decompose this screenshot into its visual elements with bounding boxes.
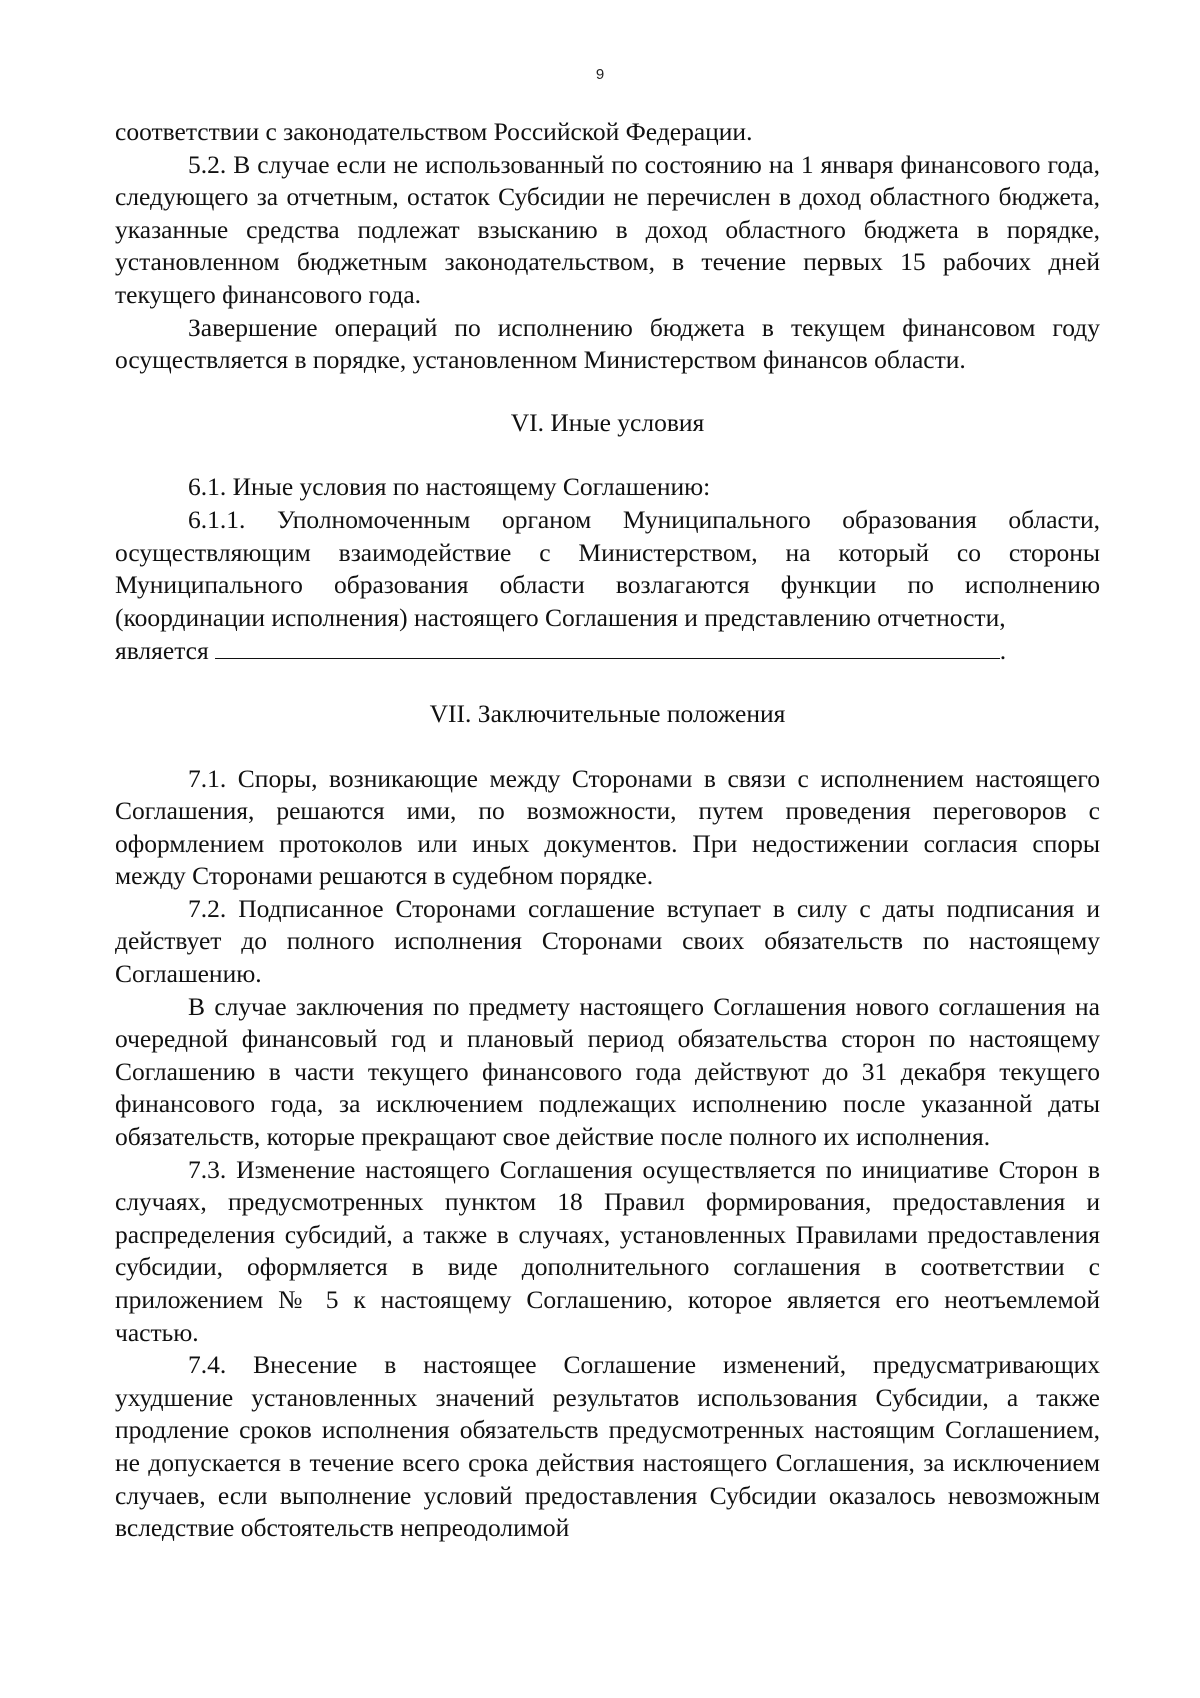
paragraph-7-2: 7.2. Подписанное Сторонами соглашение вступает в силу с даты подписания и действует до полного исполнения Сторонами своих обязательств по настоящему Соглашению. [115, 893, 1100, 989]
sentence-end: . [999, 636, 1007, 666]
page-number: 9 [595, 66, 605, 83]
paragraph-5-2-budget-operations: Завершение операций по исполнению бюджета в текущем финансовом году осуществляется в порядке, установленном Министерством финансов области. [115, 312, 1100, 375]
section-heading-6: VI. Иные условия [510, 407, 705, 437]
paragraph-7-2-new-agreement: В случае заключения по предмету настоящего Соглашения нового соглашения на очередной финансовый год и плановый период обязательства сторон по настоящему Соглашению в части текущего финансового года действуют до 31 декабря текущего финансового года, за исключением подлежащих исполнению после указанной даты обязательств, которые прекращают свое действие после полного их исполнения. [115, 991, 1100, 1152]
paragraph-5-2: 5.2. В случае если не использованный по состоянию на 1 января финансового года, следующего за отчетным, остаток Субсидии не перечислен в доход областного бюджета, указанные средства подлежат взысканию в доход областного бюджета в порядке, установленном бюджетным законодательством, в течение первых 15 рабочих дней текущего финансового года. [115, 149, 1100, 309]
paragraph-6-1-1-tail [115, 634, 1100, 668]
authorized-body-blank-field[interactable] [215, 634, 1000, 659]
paragraph-6-1: 6.1. Иные условия по настоящему Соглашению: [188, 472, 711, 502]
section-heading-7: VII. Заключительные положения [429, 698, 786, 728]
paragraph-6-1-1: 6.1.1. Уполномоченным органом Муниципального образования области, осуществляющим взаимодействие с Министерством, на который со стороны Муниципального образования области возлагаются функции по исполнению (координации исполнения) настоящего Соглашения и представлению отчетности, [115, 504, 1100, 632]
paragraph-5-continuation: соответствии с законодательством Российской Федерации. [115, 117, 753, 146]
paragraph-7-3: 7.3. Изменение настоящего Соглашения осуществляется по инициативе Сторон в случаях, предусмотренных пунктом 18 Правил формирования, предоставления и распределения субсидий, а также в случаях, установленных Правилами предоставления субсидии, оформляется в виде дополнительного соглашения в соответствии с приложением № 5 к настоящему Соглашению, которое является его неотъемлемой частью. [115, 1154, 1100, 1347]
paragraph-7-1: 7.1. Споры, возникающие между Сторонами в связи с исполнением настоящего Соглашения, решаются ими, по возможности, путем проведения переговоров с оформлением протоколов или иных документов. При недостижении согласия споры между Сторонами решаются в судебном порядке. [115, 763, 1100, 891]
paragraph-7-4: 7.4. Внесение в настоящее Соглашение изменений, предусматривающих ухудшение установленных значений результатов использования Субсидии, а также продление сроков исполнения обязательств предусмотренных настоящим Соглашением, не допускается в течение всего срока действия настоящего Соглашения, за исключением случаев, если выполнение условий предоставления Субсидии оказалось невозможным вследствие обстоятельств непреодолимой [115, 1350, 1100, 1543]
is-label: является [115, 636, 209, 666]
document-body [115, 116, 1100, 1545]
